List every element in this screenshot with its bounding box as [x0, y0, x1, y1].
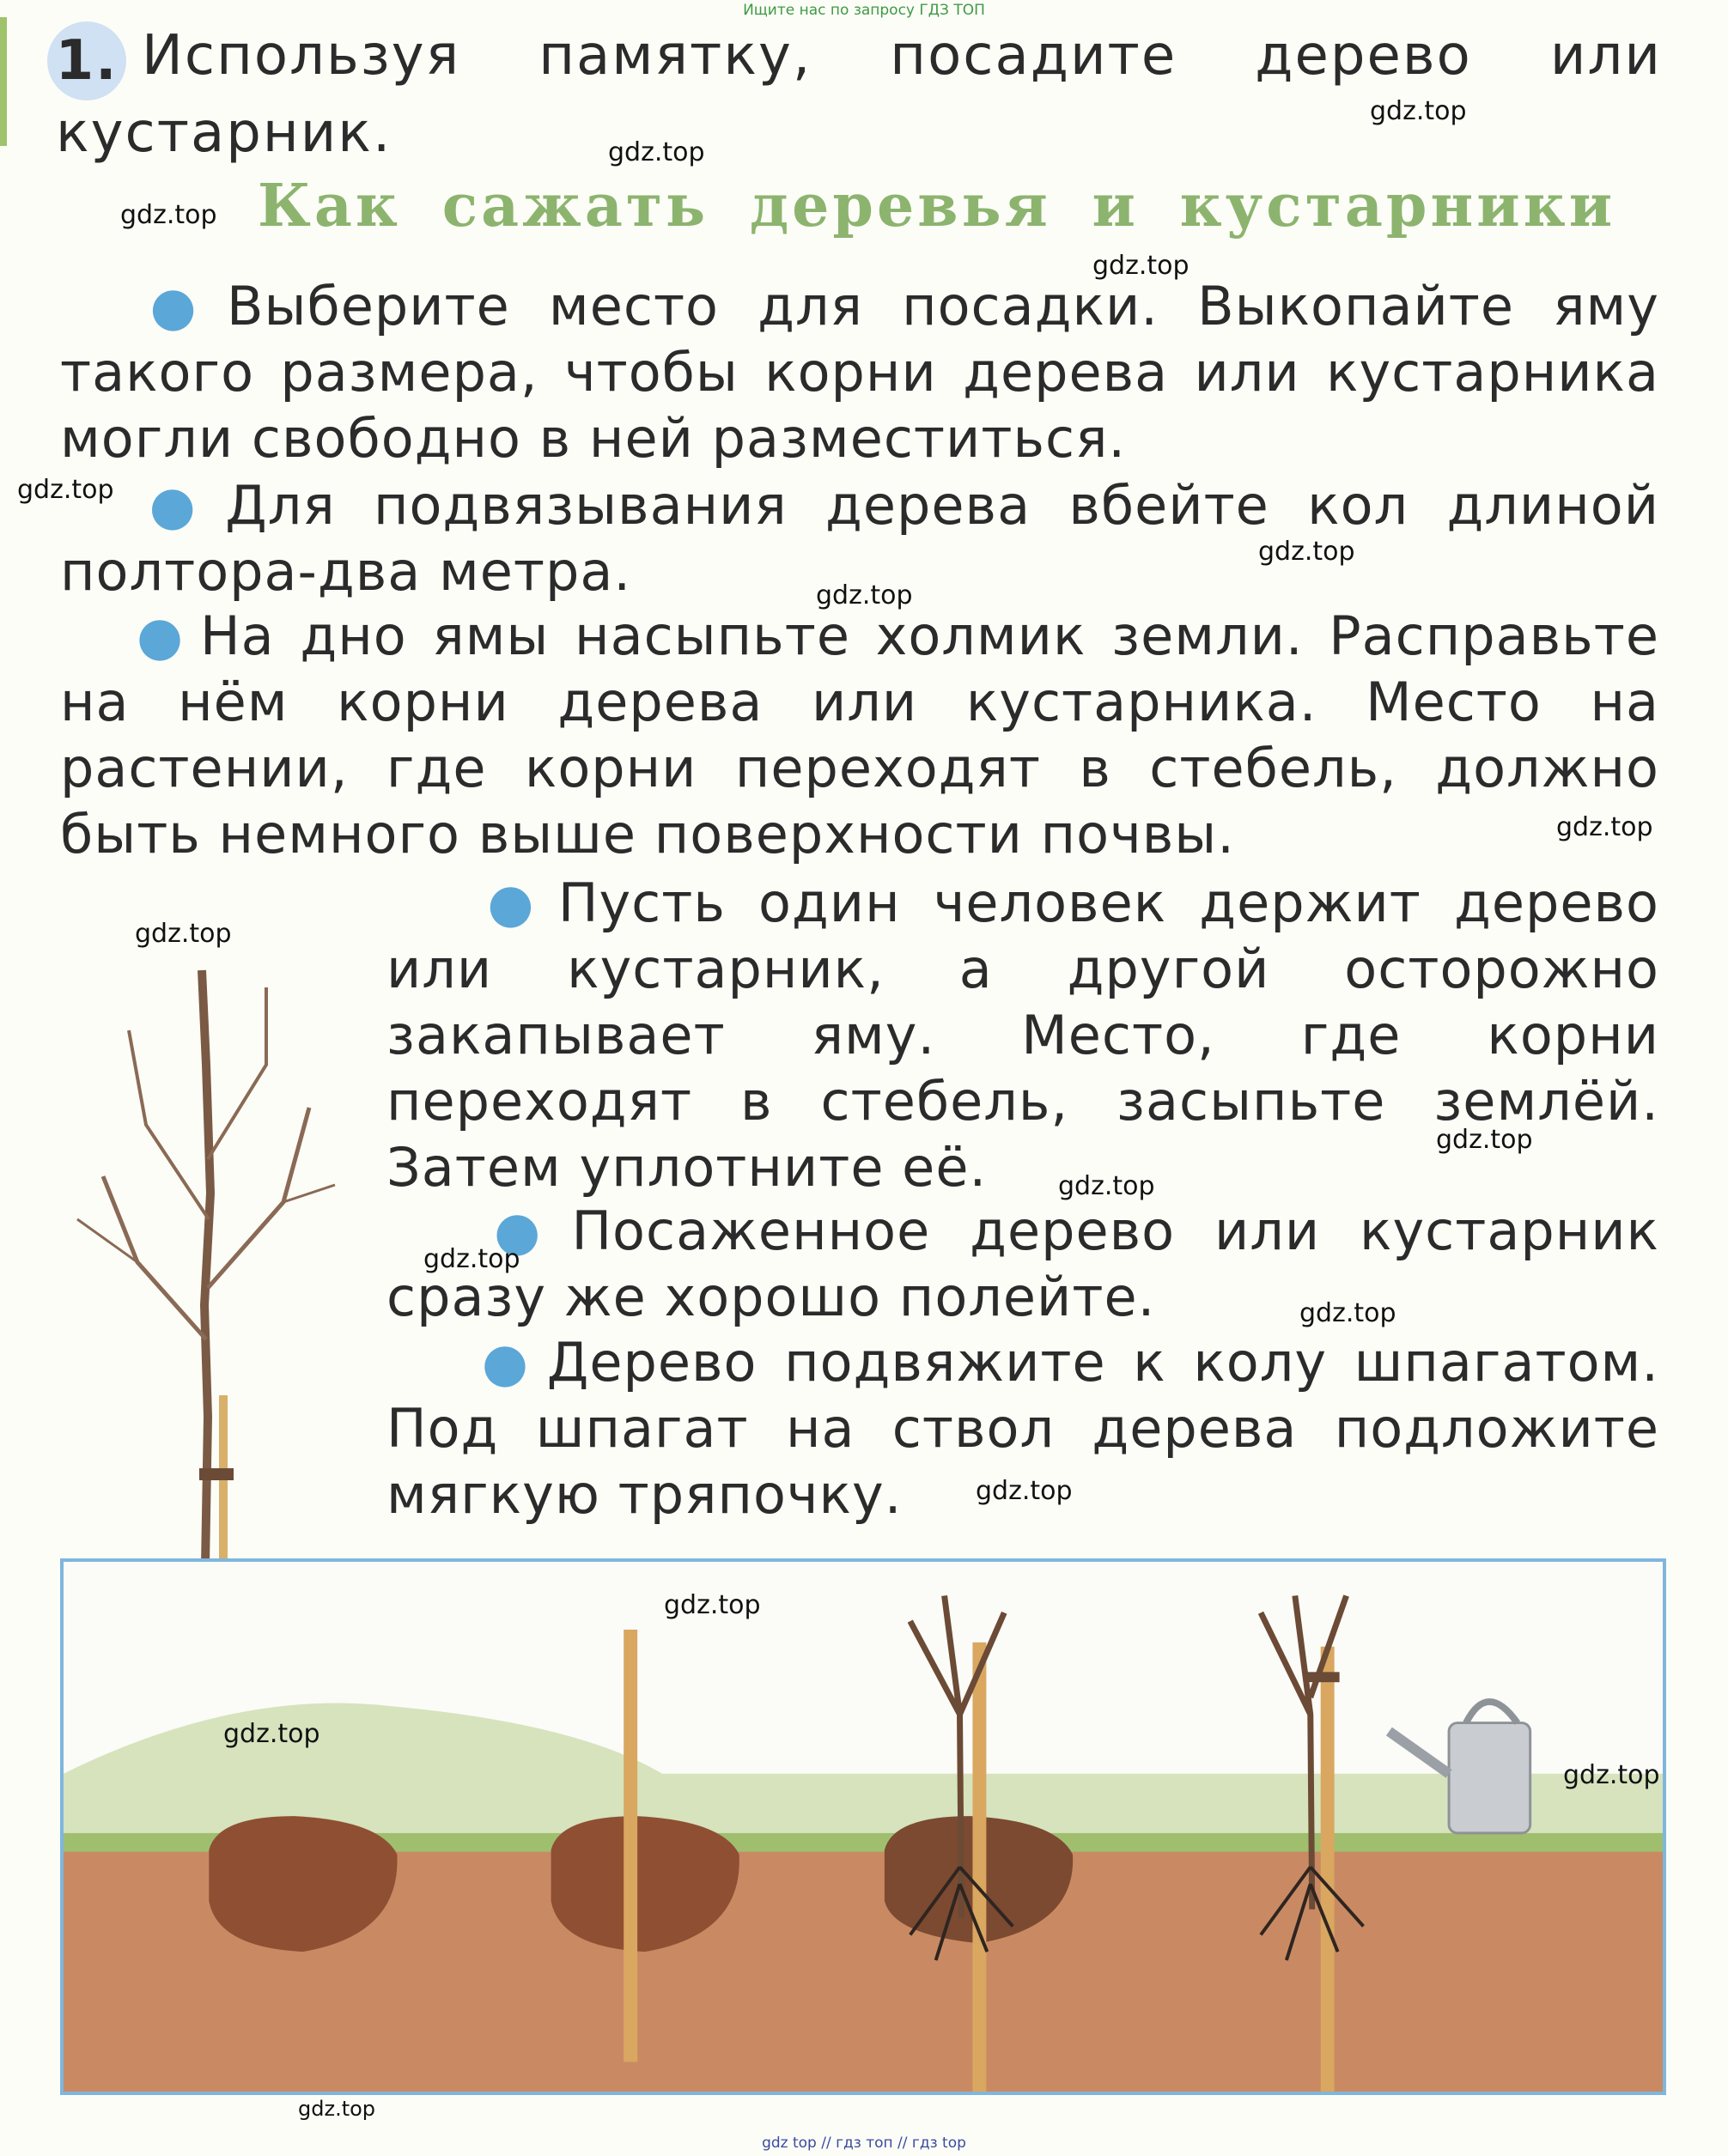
bullet-icon: ●	[129, 275, 218, 337]
watermark: gdz.top	[816, 580, 913, 610]
watermark: gdz.top	[1556, 812, 1653, 842]
watermark: gdz.top	[1299, 1298, 1396, 1328]
bullet-icon: ●	[472, 872, 550, 934]
bottom-note: gdz top // гдз топ // гдз top	[762, 2135, 966, 2152]
watermark: gdz.top	[1058, 1171, 1155, 1201]
instruction-paragraph-5: ● Посаженное дерево или кустарник сразу же хорошо полейте.	[386, 1199, 1660, 1328]
watermark: gdz.top	[1370, 96, 1467, 126]
watermark: gdz.top	[120, 200, 217, 230]
watermark: gdz.top	[135, 919, 232, 949]
watermark: gdz.top	[423, 1244, 520, 1274]
bullet-icon: ●	[472, 1199, 563, 1262]
planting-steps-illustration	[60, 1558, 1666, 2095]
watermark: gdz.top	[17, 475, 114, 505]
top-note: Ищите нас по запросу ГДЗ ТОП	[743, 2, 985, 19]
instruction-paragraph-6: ● Дерево подвяжите к колу шпагатом. Под шпагат на ствол дерева подложите мягкую тряпочку.	[386, 1331, 1659, 1526]
task-statement	[56, 21, 1662, 167]
bullet-icon: ●	[129, 474, 217, 537]
stake-icon	[624, 1630, 637, 2062]
instruction-paragraph-3: ● На дно ямы насыпьте холмик земли. Расправьте на нём корни дерева или кустарника. Место на растении, где корни переходят в стебель, должно быть немного выше поверхности почвы.	[60, 604, 1659, 865]
instruction-paragraph-2: ● Для подвязывания дерева вбейте кол длиной полтора-два метра.	[60, 474, 1659, 603]
instruction-paragraph-1: ● Выберите место для посадки. Выкопайте яму такого размера, чтобы корни дерева или кустарника могли свободно в ней разместиться.	[60, 275, 1659, 470]
watermark: gdz.top	[223, 1719, 320, 1749]
watermark: gdz.top	[1092, 251, 1190, 281]
left-accent-strip	[0, 17, 7, 146]
watermark: gdz.top	[976, 1476, 1073, 1506]
task-text: Используя памятку, посадите дерево или кустарник.	[56, 24, 1662, 165]
watermark: gdz.top	[664, 1590, 761, 1620]
watermark: gdz.top	[1258, 537, 1355, 567]
bullet-icon: ●	[472, 1331, 538, 1394]
watermark: gdz.top	[298, 2097, 376, 2121]
watermark: gdz.top	[1563, 1760, 1660, 1790]
task-number: 1.	[47, 21, 126, 100]
watermark: gdz.top	[608, 137, 705, 167]
memo-heading: Как сажать деревья и кустарники	[258, 172, 1616, 240]
bullet-icon: ●	[129, 604, 192, 667]
watermark: gdz.top	[1436, 1125, 1533, 1155]
instruction-paragraph-4: ● Пусть один человек держит дерево или кустарник, а другой осторожно закапывает яму. Место, где корни переходят в стебель, засыпьте землёй. Затем уплотните её.	[386, 872, 1659, 1199]
